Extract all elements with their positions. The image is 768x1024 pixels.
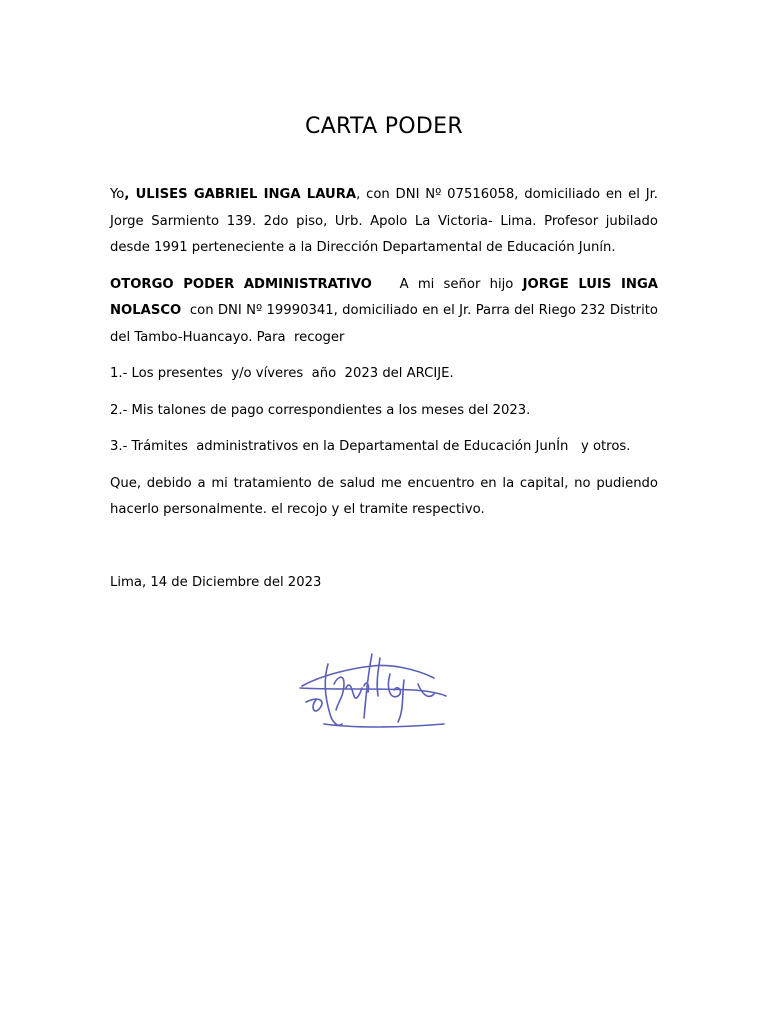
grant-paragraph bbox=[110, 272, 663, 352]
grantor-details: , con DNI Nº 07516058, domiciliado en el Jr. Jorge Sarmiento 139. 2do piso, Urb. Apolo La Victoria- Lima. Profesor jubilado desde 1991 perteneciente a la Dirección Departamental de Educación Junín. bbox=[110, 187, 658, 255]
grantor-paragraph bbox=[110, 182, 658, 262]
handwritten-signature bbox=[294, 644, 454, 740]
grant-intro: A mi señor hijo bbox=[371, 276, 523, 292]
list-item: 3.- Trámites administrativos en la Departamental de Educación JunÍn y otros. bbox=[110, 439, 631, 454]
document-title: CARTA PODER bbox=[305, 114, 463, 139]
closing-paragraph: Que, debido a mi tratamiento de salud me encuentro en la capital, no pudiendo hacerlo personalmente. el recojo y el tramite respectivo. bbox=[110, 475, 658, 517]
list-item: 2.- Mis talones de pago correspondientes a los meses del 2023. bbox=[110, 402, 531, 418]
grant-heading: OTORGO PODER ADMINISTRATIVO bbox=[110, 276, 372, 292]
grantee-details: con DNI Nº 19990341, domiciliado en el Jr. Parra del Riego 232 Distrito del Tambo-Huancayo. Para recoger bbox=[110, 303, 663, 345]
grantor-prefix: Yo bbox=[110, 187, 125, 202]
place-date: Lima, 14 de Diciembre del 2023 bbox=[110, 575, 322, 590]
grantee-name: JORGE LUIS INGA NOLASCO bbox=[110, 276, 658, 318]
list-item: 1.- Los presentes y/o víveres año 2023 del ARCIJE. bbox=[110, 366, 454, 381]
letter-body bbox=[110, 182, 663, 534]
grantor-name: , ULISES GABRIEL INGA LAURA bbox=[124, 187, 357, 202]
